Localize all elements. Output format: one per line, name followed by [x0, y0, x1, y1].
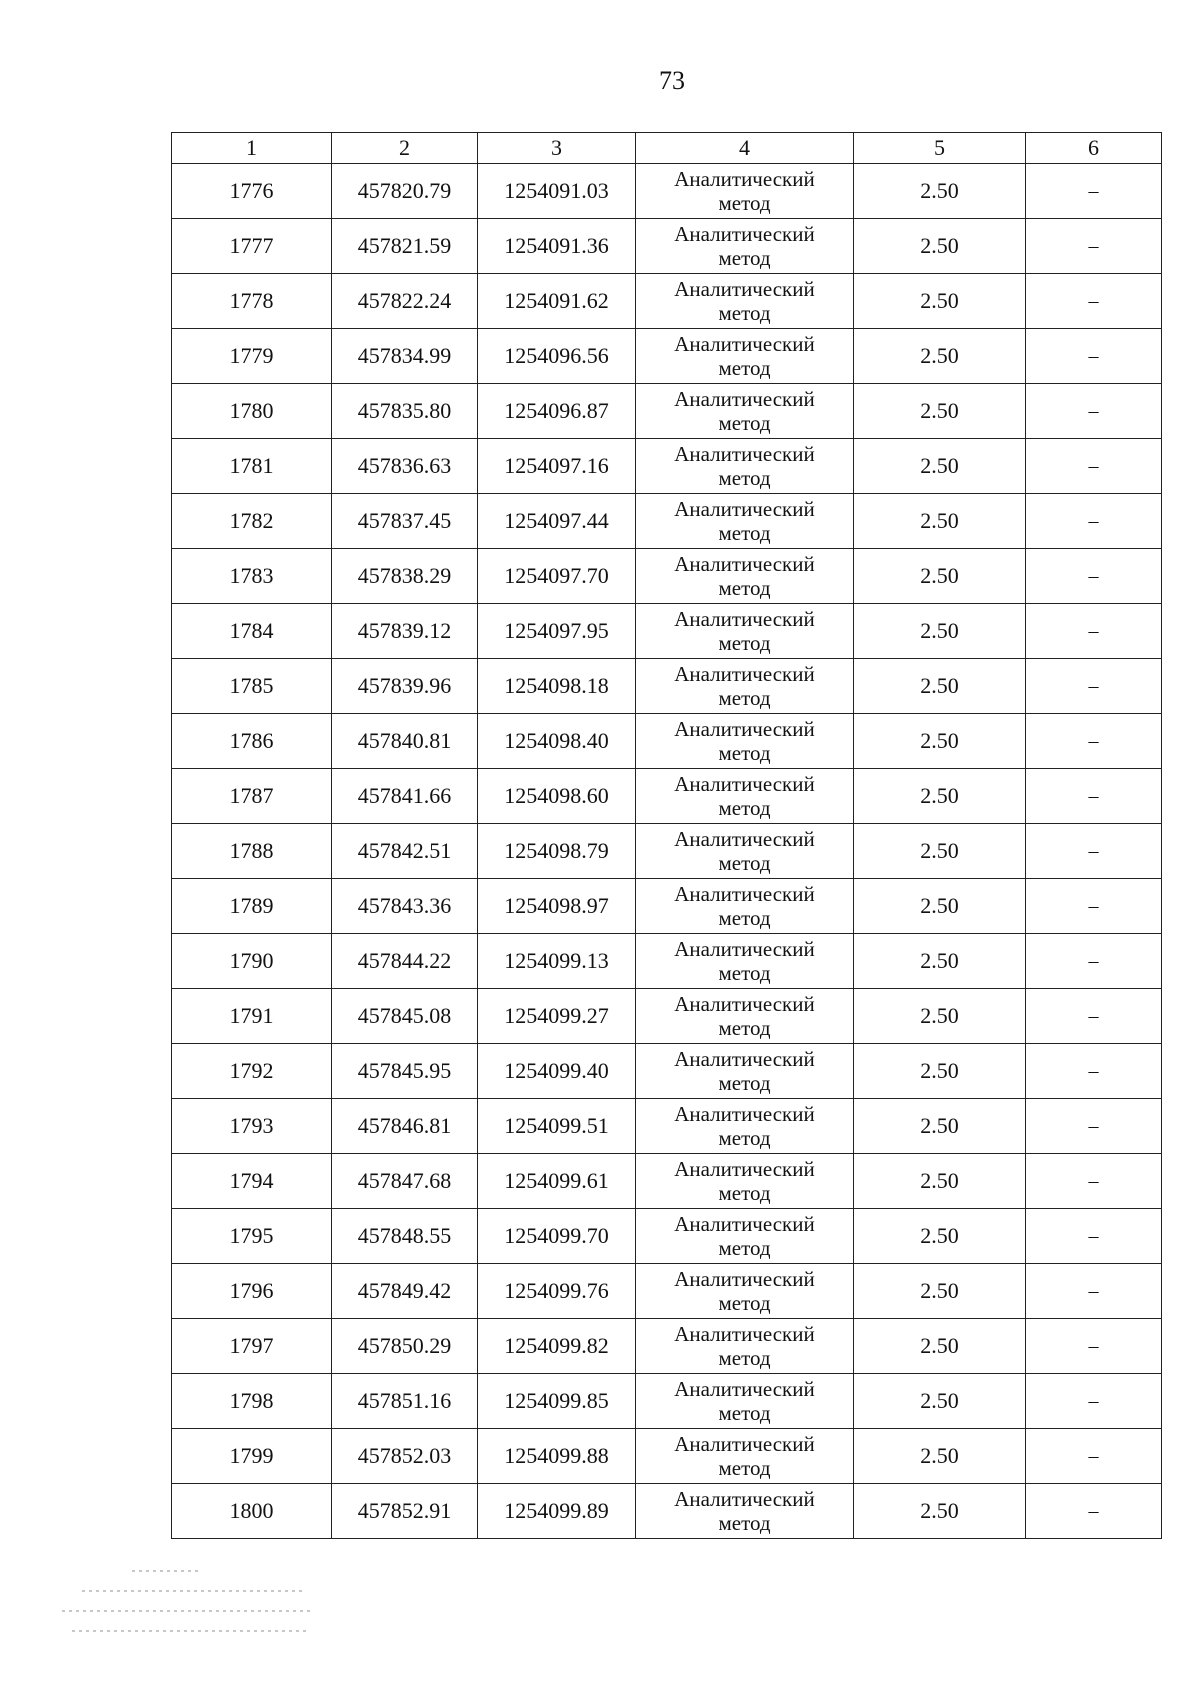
- method-line-1: Аналитический: [674, 222, 815, 246]
- note-cell: –: [1026, 714, 1162, 769]
- point-number-cell: 1791: [172, 989, 332, 1044]
- coordinates-table: [171, 132, 1162, 1539]
- note-cell: –: [1026, 934, 1162, 989]
- table-row: [172, 219, 1162, 274]
- method-line-2: метод: [718, 1181, 771, 1205]
- x-coordinate-cell: 457852.03: [332, 1429, 478, 1484]
- table-row: [172, 384, 1162, 439]
- x-coordinate-cell: 457836.63: [332, 439, 478, 494]
- y-coordinate-cell: 1254091.03: [478, 164, 636, 219]
- note-cell: –: [1026, 1429, 1162, 1484]
- point-number-cell: 1783: [172, 549, 332, 604]
- method-line-1: Аналитический: [674, 497, 815, 521]
- point-number-cell: 1786: [172, 714, 332, 769]
- method-cell: [636, 824, 854, 879]
- method-line-2: метод: [718, 466, 771, 490]
- table-row: [172, 714, 1162, 769]
- method-cell: [636, 1209, 854, 1264]
- table-row: [172, 604, 1162, 659]
- table-row: [172, 164, 1162, 219]
- x-coordinate-cell: 457843.36: [332, 879, 478, 934]
- header-row: [172, 133, 1162, 164]
- method-cell: [636, 1429, 854, 1484]
- column-header-3: 3: [478, 133, 636, 164]
- table-body: [172, 164, 1162, 1539]
- x-coordinate-cell: 457834.99: [332, 329, 478, 384]
- method-cell: [636, 1319, 854, 1374]
- table-row: [172, 1209, 1162, 1264]
- y-coordinate-cell: 1254099.82: [478, 1319, 636, 1374]
- point-number-cell: 1777: [172, 219, 332, 274]
- method-line-1: Аналитический: [674, 1267, 815, 1291]
- point-number-cell: 1796: [172, 1264, 332, 1319]
- note-cell: –: [1026, 659, 1162, 714]
- x-coordinate-cell: 457839.96: [332, 659, 478, 714]
- method-line-2: метод: [718, 741, 771, 765]
- page-number: 73: [659, 66, 685, 95]
- point-number-cell: 1784: [172, 604, 332, 659]
- note-cell: –: [1026, 1154, 1162, 1209]
- method-line-2: метод: [718, 1511, 771, 1535]
- note-cell: –: [1026, 164, 1162, 219]
- table-row: [172, 659, 1162, 714]
- column-header-4: 4: [636, 133, 854, 164]
- x-coordinate-cell: 457822.24: [332, 274, 478, 329]
- note-cell: –: [1026, 989, 1162, 1044]
- table-row: [172, 1154, 1162, 1209]
- method-cell: [636, 1044, 854, 1099]
- method-line-2: метод: [718, 1401, 771, 1425]
- table-row: [172, 1429, 1162, 1484]
- accuracy-cell: 2.50: [854, 164, 1026, 219]
- accuracy-cell: 2.50: [854, 989, 1026, 1044]
- y-coordinate-cell: 1254099.85: [478, 1374, 636, 1429]
- accuracy-cell: 2.50: [854, 769, 1026, 824]
- method-line-1: Аналитический: [674, 332, 815, 356]
- point-number-cell: 1790: [172, 934, 332, 989]
- y-coordinate-cell: 1254099.70: [478, 1209, 636, 1264]
- point-number-cell: 1779: [172, 329, 332, 384]
- accuracy-cell: 2.50: [854, 714, 1026, 769]
- method-line-1: Аналитический: [674, 1212, 815, 1236]
- method-cell: [636, 164, 854, 219]
- point-number-cell: 1788: [172, 824, 332, 879]
- accuracy-cell: 2.50: [854, 934, 1026, 989]
- method-line-1: Аналитический: [674, 442, 815, 466]
- y-coordinate-cell: 1254091.62: [478, 274, 636, 329]
- method-cell: [636, 1099, 854, 1154]
- method-line-1: Аналитический: [674, 552, 815, 576]
- accuracy-cell: 2.50: [854, 604, 1026, 659]
- x-coordinate-cell: 457846.81: [332, 1099, 478, 1154]
- point-number-cell: 1794: [172, 1154, 332, 1209]
- accuracy-cell: 2.50: [854, 1264, 1026, 1319]
- method-cell: [636, 219, 854, 274]
- y-coordinate-cell: 1254099.40: [478, 1044, 636, 1099]
- point-number-cell: 1795: [172, 1209, 332, 1264]
- x-coordinate-cell: 457847.68: [332, 1154, 478, 1209]
- method-cell: [636, 384, 854, 439]
- method-cell: [636, 714, 854, 769]
- method-line-1: Аналитический: [674, 1102, 815, 1126]
- point-number-cell: 1778: [172, 274, 332, 329]
- accuracy-cell: 2.50: [854, 1044, 1026, 1099]
- method-cell: [636, 934, 854, 989]
- note-cell: –: [1026, 274, 1162, 329]
- method-line-1: Аналитический: [674, 662, 815, 686]
- accuracy-cell: 2.50: [854, 1099, 1026, 1154]
- method-line-1: Аналитический: [674, 277, 815, 301]
- accuracy-cell: 2.50: [854, 1154, 1026, 1209]
- y-coordinate-cell: 1254099.13: [478, 934, 636, 989]
- y-coordinate-cell: 1254099.61: [478, 1154, 636, 1209]
- x-coordinate-cell: 457838.29: [332, 549, 478, 604]
- method-line-2: метод: [718, 411, 771, 435]
- table-header: [172, 133, 1162, 164]
- method-cell: [636, 1374, 854, 1429]
- method-line-1: Аналитический: [674, 882, 815, 906]
- method-line-2: метод: [718, 631, 771, 655]
- y-coordinate-cell: 1254096.56: [478, 329, 636, 384]
- point-number-cell: 1797: [172, 1319, 332, 1374]
- x-coordinate-cell: 457848.55: [332, 1209, 478, 1264]
- method-line-2: метод: [718, 246, 771, 270]
- method-line-1: Аналитический: [674, 1432, 815, 1456]
- method-cell: [636, 329, 854, 384]
- accuracy-cell: 2.50: [854, 439, 1026, 494]
- note-cell: –: [1026, 439, 1162, 494]
- method-line-2: метод: [718, 191, 771, 215]
- method-cell: [636, 989, 854, 1044]
- x-coordinate-cell: 457840.81: [332, 714, 478, 769]
- accuracy-cell: 2.50: [854, 549, 1026, 604]
- point-number-cell: 1782: [172, 494, 332, 549]
- note-cell: –: [1026, 1374, 1162, 1429]
- column-header-2: 2: [332, 133, 478, 164]
- method-cell: [636, 274, 854, 329]
- point-number-cell: 1781: [172, 439, 332, 494]
- method-line-2: метод: [718, 356, 771, 380]
- y-coordinate-cell: 1254099.76: [478, 1264, 636, 1319]
- y-coordinate-cell: 1254097.95: [478, 604, 636, 659]
- table-row: [172, 934, 1162, 989]
- table-row: [172, 329, 1162, 384]
- method-cell: [636, 659, 854, 714]
- y-coordinate-cell: 1254097.16: [478, 439, 636, 494]
- y-coordinate-cell: 1254097.70: [478, 549, 636, 604]
- y-coordinate-cell: 1254098.40: [478, 714, 636, 769]
- accuracy-cell: 2.50: [854, 824, 1026, 879]
- accuracy-cell: 2.50: [854, 1319, 1026, 1374]
- method-line-1: Аналитический: [674, 992, 815, 1016]
- method-line-1: Аналитический: [674, 167, 815, 191]
- x-coordinate-cell: 457820.79: [332, 164, 478, 219]
- table-row: [172, 879, 1162, 934]
- note-cell: –: [1026, 769, 1162, 824]
- y-coordinate-cell: 1254091.36: [478, 219, 636, 274]
- faint-stamp-mark: [62, 1568, 332, 1654]
- x-coordinate-cell: 457842.51: [332, 824, 478, 879]
- x-coordinate-cell: 457851.16: [332, 1374, 478, 1429]
- point-number-cell: 1798: [172, 1374, 332, 1429]
- method-cell: [636, 769, 854, 824]
- table-row: [172, 1484, 1162, 1539]
- accuracy-cell: 2.50: [854, 274, 1026, 329]
- y-coordinate-cell: 1254098.97: [478, 879, 636, 934]
- point-number-cell: 1787: [172, 769, 332, 824]
- note-cell: –: [1026, 219, 1162, 274]
- note-cell: –: [1026, 1484, 1162, 1539]
- y-coordinate-cell: 1254099.89: [478, 1484, 636, 1539]
- x-coordinate-cell: 457850.29: [332, 1319, 478, 1374]
- method-cell: [636, 1264, 854, 1319]
- accuracy-cell: 2.50: [854, 879, 1026, 934]
- method-line-2: метод: [718, 1456, 771, 1480]
- table-row: [172, 1374, 1162, 1429]
- method-cell: [636, 879, 854, 934]
- note-cell: –: [1026, 604, 1162, 659]
- method-line-1: Аналитический: [674, 772, 815, 796]
- x-coordinate-cell: 457835.80: [332, 384, 478, 439]
- method-line-2: метод: [718, 796, 771, 820]
- accuracy-cell: 2.50: [854, 494, 1026, 549]
- method-cell: [636, 604, 854, 659]
- table-row: [172, 769, 1162, 824]
- method-line-2: метод: [718, 1071, 771, 1095]
- x-coordinate-cell: 457821.59: [332, 219, 478, 274]
- table-row: [172, 439, 1162, 494]
- method-line-1: Аналитический: [674, 387, 815, 411]
- note-cell: –: [1026, 1319, 1162, 1374]
- accuracy-cell: 2.50: [854, 329, 1026, 384]
- method-line-1: Аналитический: [674, 1377, 815, 1401]
- method-line-1: Аналитический: [674, 937, 815, 961]
- point-number-cell: 1780: [172, 384, 332, 439]
- y-coordinate-cell: 1254098.60: [478, 769, 636, 824]
- table-row: [172, 494, 1162, 549]
- y-coordinate-cell: 1254099.27: [478, 989, 636, 1044]
- note-cell: –: [1026, 824, 1162, 879]
- accuracy-cell: 2.50: [854, 384, 1026, 439]
- method-line-1: Аналитический: [674, 1322, 815, 1346]
- point-number-cell: 1776: [172, 164, 332, 219]
- point-number-cell: 1785: [172, 659, 332, 714]
- method-line-1: Аналитический: [674, 827, 815, 851]
- method-line-2: метод: [718, 1291, 771, 1315]
- x-coordinate-cell: 457841.66: [332, 769, 478, 824]
- method-cell: [636, 549, 854, 604]
- y-coordinate-cell: 1254098.18: [478, 659, 636, 714]
- note-cell: –: [1026, 1264, 1162, 1319]
- column-header-5: 5: [854, 133, 1026, 164]
- x-coordinate-cell: 457852.91: [332, 1484, 478, 1539]
- accuracy-cell: 2.50: [854, 1374, 1026, 1429]
- note-cell: –: [1026, 1209, 1162, 1264]
- method-cell: [636, 439, 854, 494]
- method-line-2: метод: [718, 521, 771, 545]
- method-line-2: метод: [718, 961, 771, 985]
- method-line-1: Аналитический: [674, 1157, 815, 1181]
- method-cell: [636, 1154, 854, 1209]
- point-number-cell: 1793: [172, 1099, 332, 1154]
- x-coordinate-cell: 457849.42: [332, 1264, 478, 1319]
- table-row: [172, 1099, 1162, 1154]
- x-coordinate-cell: 457845.08: [332, 989, 478, 1044]
- table-row: [172, 549, 1162, 604]
- method-line-1: Аналитический: [674, 1487, 815, 1511]
- point-number-cell: 1799: [172, 1429, 332, 1484]
- note-cell: –: [1026, 1044, 1162, 1099]
- x-coordinate-cell: 457837.45: [332, 494, 478, 549]
- note-cell: –: [1026, 549, 1162, 604]
- method-line-2: метод: [718, 1236, 771, 1260]
- y-coordinate-cell: 1254097.44: [478, 494, 636, 549]
- method-line-2: метод: [718, 906, 771, 930]
- note-cell: –: [1026, 1099, 1162, 1154]
- note-cell: –: [1026, 494, 1162, 549]
- table-row: [172, 274, 1162, 329]
- method-line-1: Аналитический: [674, 1047, 815, 1071]
- y-coordinate-cell: 1254098.79: [478, 824, 636, 879]
- note-cell: –: [1026, 329, 1162, 384]
- note-cell: –: [1026, 384, 1162, 439]
- method-line-2: метод: [718, 1016, 771, 1040]
- accuracy-cell: 2.50: [854, 1429, 1026, 1484]
- table-row: [172, 989, 1162, 1044]
- method-line-2: метод: [718, 1126, 771, 1150]
- accuracy-cell: 2.50: [854, 1484, 1026, 1539]
- table-row: [172, 824, 1162, 879]
- y-coordinate-cell: 1254096.87: [478, 384, 636, 439]
- method-line-2: метод: [718, 686, 771, 710]
- x-coordinate-cell: 457839.12: [332, 604, 478, 659]
- method-line-2: метод: [718, 1346, 771, 1370]
- column-header-6: 6: [1026, 133, 1162, 164]
- point-number-cell: 1800: [172, 1484, 332, 1539]
- x-coordinate-cell: 457844.22: [332, 934, 478, 989]
- accuracy-cell: 2.50: [854, 219, 1026, 274]
- accuracy-cell: 2.50: [854, 1209, 1026, 1264]
- method-line-1: Аналитический: [674, 607, 815, 631]
- column-header-1: 1: [172, 133, 332, 164]
- point-number-cell: 1789: [172, 879, 332, 934]
- table-row: [172, 1319, 1162, 1374]
- y-coordinate-cell: 1254099.51: [478, 1099, 636, 1154]
- note-cell: –: [1026, 879, 1162, 934]
- x-coordinate-cell: 457845.95: [332, 1044, 478, 1099]
- accuracy-cell: 2.50: [854, 659, 1026, 714]
- method-line-2: метод: [718, 851, 771, 875]
- method-line-2: метод: [718, 301, 771, 325]
- table-row: [172, 1044, 1162, 1099]
- method-cell: [636, 1484, 854, 1539]
- method-line-1: Аналитический: [674, 717, 815, 741]
- method-cell: [636, 494, 854, 549]
- y-coordinate-cell: 1254099.88: [478, 1429, 636, 1484]
- point-number-cell: 1792: [172, 1044, 332, 1099]
- table-row: [172, 1264, 1162, 1319]
- method-line-2: метод: [718, 576, 771, 600]
